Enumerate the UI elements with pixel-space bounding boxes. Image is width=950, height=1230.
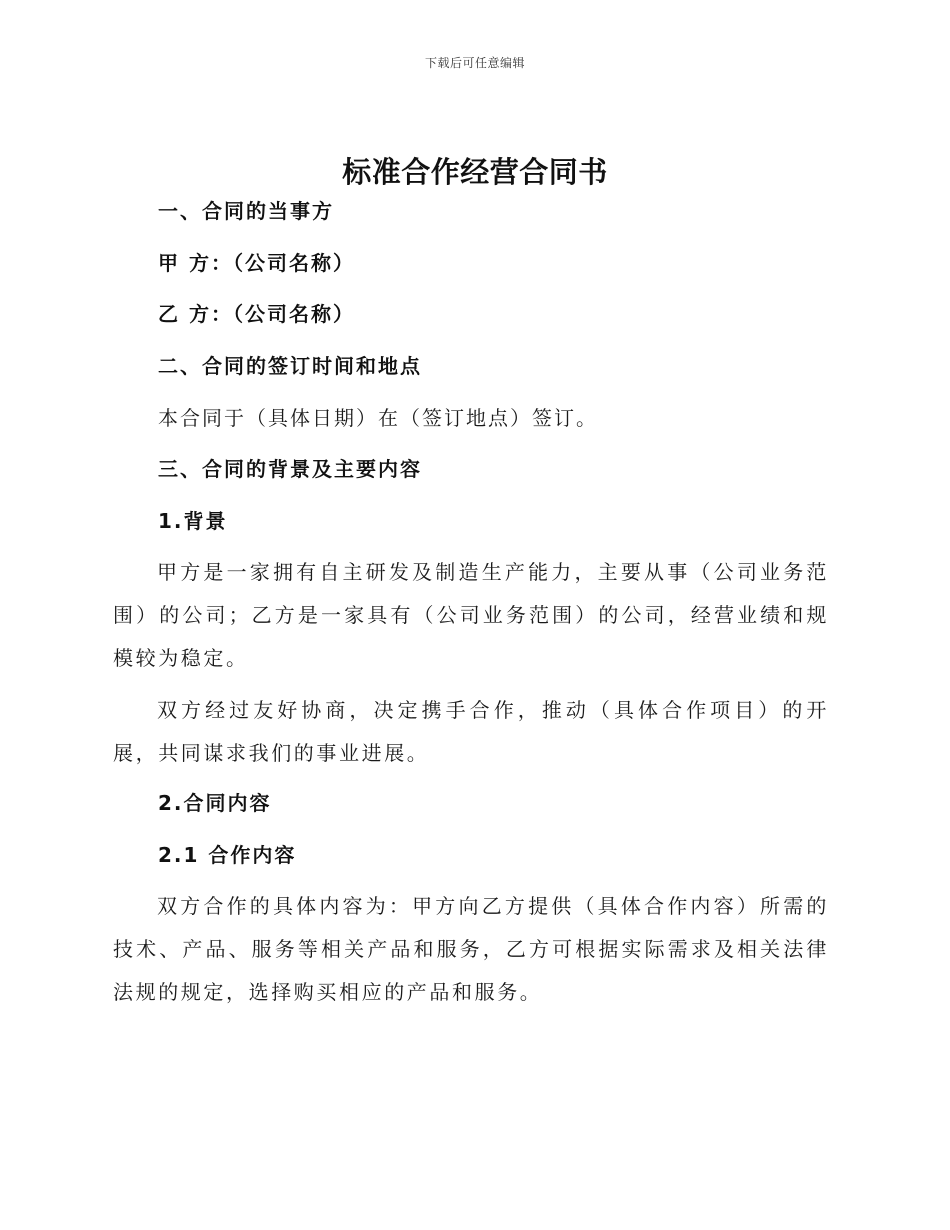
section-heading-signing: 二、合同的签订时间和地点: [158, 354, 422, 378]
cooperation-paragraph: 双方合作的具体内容为：甲方向乙方提供（具体合作内容）所需的技术、产品、服务等相关产品和服务，乙方可根据实际需求及相关法律法规的规定，选择购买相应的产品和服务。: [113, 894, 829, 1004]
party-b-line: 乙 方：（公司名称）: [158, 302, 355, 326]
subheading-cooperation-content: 2.1 合作内容: [158, 843, 297, 867]
background-paragraph-1: 甲方是一家拥有自主研发及制造生产能力，主要从事（公司业务范围）的公司；乙方是一家具有（公司业务范围）的公司，经营业绩和规模较为稳定。: [113, 560, 829, 670]
signing-text: 本合同于（具体日期）在（签订地点）签订。: [158, 406, 598, 430]
party-a-line: 甲 方：（公司名称）: [158, 251, 355, 275]
header-note: 下载后可任意编辑: [424, 56, 525, 70]
section-heading-background-content: 三、合同的背景及主要内容: [158, 457, 422, 481]
subheading-background: 1.背景: [158, 509, 228, 533]
section-heading-parties: 一、合同的当事方: [158, 199, 334, 223]
subheading-contract-content: 2.合同内容: [158, 791, 272, 815]
document-title: 标准合作经营合同书: [342, 155, 608, 189]
background-paragraph-2: 双方经过友好协商，决定携手合作，推动（具体合作项目）的开展，共同谋求我们的事业进展。: [113, 698, 829, 765]
